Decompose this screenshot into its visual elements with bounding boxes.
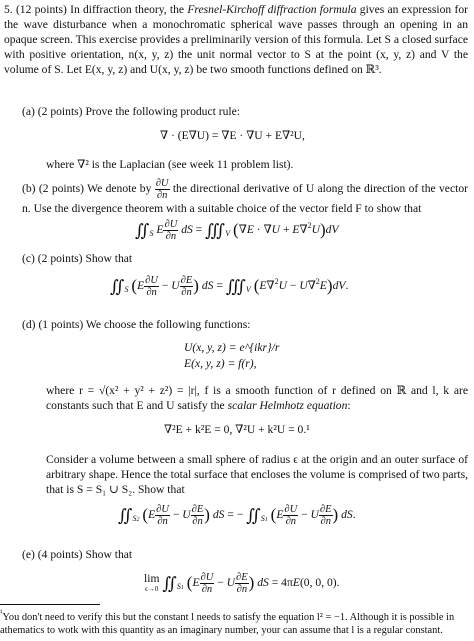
problem-intro — [4, 2, 468, 77]
part-a — [22, 104, 468, 119]
part-d-consider: Consider a volume between a small sphere of radius ϵ at the origin and an outer surface of arbitrary shape. Hence the total surface that encloses the volume is comprised of two parts, that is S = S₁ ∪ S₂. Show that — [46, 453, 468, 496]
footnote — [0, 606, 474, 637]
function-u-equation: U(x, y, z) = e^{ikr}/r — [184, 341, 280, 354]
part-d-where: where r = √(x² + y² + z²) = |r|, f is a smooth function of r defined on ℝ and l, k are constants such that E and U satisfy the scalar Helmhotz equation: — [46, 384, 468, 412]
part-a-text: (2 points) Prove the following product rule: — [37, 105, 240, 118]
part-b-text-a: (2 points) We denote by — [38, 182, 152, 196]
problem-points: (12 points) — [15, 3, 67, 16]
surface-split-equation: $∬_{S2}$ (E $\frac{\partial U}{\partial n}$ − U $\frac{\partial E}{\partial n}$ ) dS = − $∬_{S1}$ (E $\frac{\partial U}{\partial n}$ − U $\frac{\partial E}{\partial n}$ ) dS. — [118, 504, 356, 527]
part-b-text-b: the directional derivative of U along the direction of the vector n. Use the divergence theorem with a suitable choice of the vector field F to show that — [22, 182, 468, 215]
part-a-note: where ∇² is the Laplacian (see week 11 problem list). — [46, 158, 294, 171]
part-c-text: (2 points) Show that — [37, 252, 133, 265]
part-e-label: (e) — [22, 548, 35, 561]
directional-derivative-fraction: $\frac{\partial U}{\partial n}$ — [155, 178, 169, 201]
part-d-text: (1 points) We choose the following functions: — [38, 318, 251, 331]
part-d-where-text: where r = √(x² + y² + z²) = |r|, f is a smooth function of r defined on ℝ and l, k are constants such that E and U satisfy the — [46, 384, 468, 412]
part-e — [22, 547, 468, 562]
helmholtz-equation: ∇²E + k²E = 0, ∇²U + k²U = 0.¹ — [164, 423, 310, 436]
footnote-rule — [0, 604, 100, 605]
part-c — [22, 251, 468, 266]
part-c-label: (c) — [22, 252, 35, 265]
helmholtz-term: scalar Helmhotz equation — [227, 399, 348, 412]
green-identity-equation: $∬_S$ (E $\frac{\partial U}{\partial n}$ − U $\frac{\partial E}{\partial n}$ ) dS = $∭_V$ (E∇$^2$U − U∇$^2$E)dV. — [110, 274, 349, 298]
formula-name: Fresnel-Kirchoff diffraction formula — [187, 3, 357, 16]
part-a-label: (a) — [22, 105, 35, 118]
divergence-equation: $∬_S$ E $\frac{\partial U}{\partial n}$ dS = $∭_V$ (∇E · ∇U + E∇$^2$U)dV — [135, 218, 339, 242]
footnote-text: You don't need to verify this but the constant l needs to satisfy the equation l² = −1. Although it is possible in athematics to wotk with this quantity as an imaginary number, your can assume that l is a regular constant. — [0, 612, 455, 636]
part-b-label: (b) — [22, 182, 36, 196]
part-d-label: (d) — [22, 318, 36, 331]
problem-number: 5. — [4, 3, 13, 16]
function-e-equation: E(x, y, z) = f(r), — [184, 357, 257, 370]
footnote-mark: ¹ — [0, 608, 3, 617]
product-rule-equation: ∇ · (E∇U) = ∇E · ∇U + E∇²U, — [160, 129, 305, 142]
part-d — [22, 317, 468, 332]
intro-text-a: In diffraction theory, the — [70, 3, 185, 16]
limit-equation: lim ϵ→0 $∬_{S1}$ (E $\frac{\partial U}{\partial n}$ − U $\frac{\partial E}{\partial n}$ ) dS = 4πE(0, 0, 0). — [144, 571, 340, 595]
intro-text-b: gives an expression for the wave disturbance when a monochromatic spherical wave passes through an opening in an opaque screen. This exercise provides a preliminarily version of this formula. Let S a closed surface with positive orientation, n(x, y, z) the unit normal vector to S at the point (x, y, z) and V the volume of S. Let E(x, y, z) and U(x, y, z) be two smooth functions defined on ℝ³. — [4, 3, 468, 76]
part-b — [22, 178, 468, 216]
part-e-text: (4 points) Show that — [37, 548, 133, 561]
